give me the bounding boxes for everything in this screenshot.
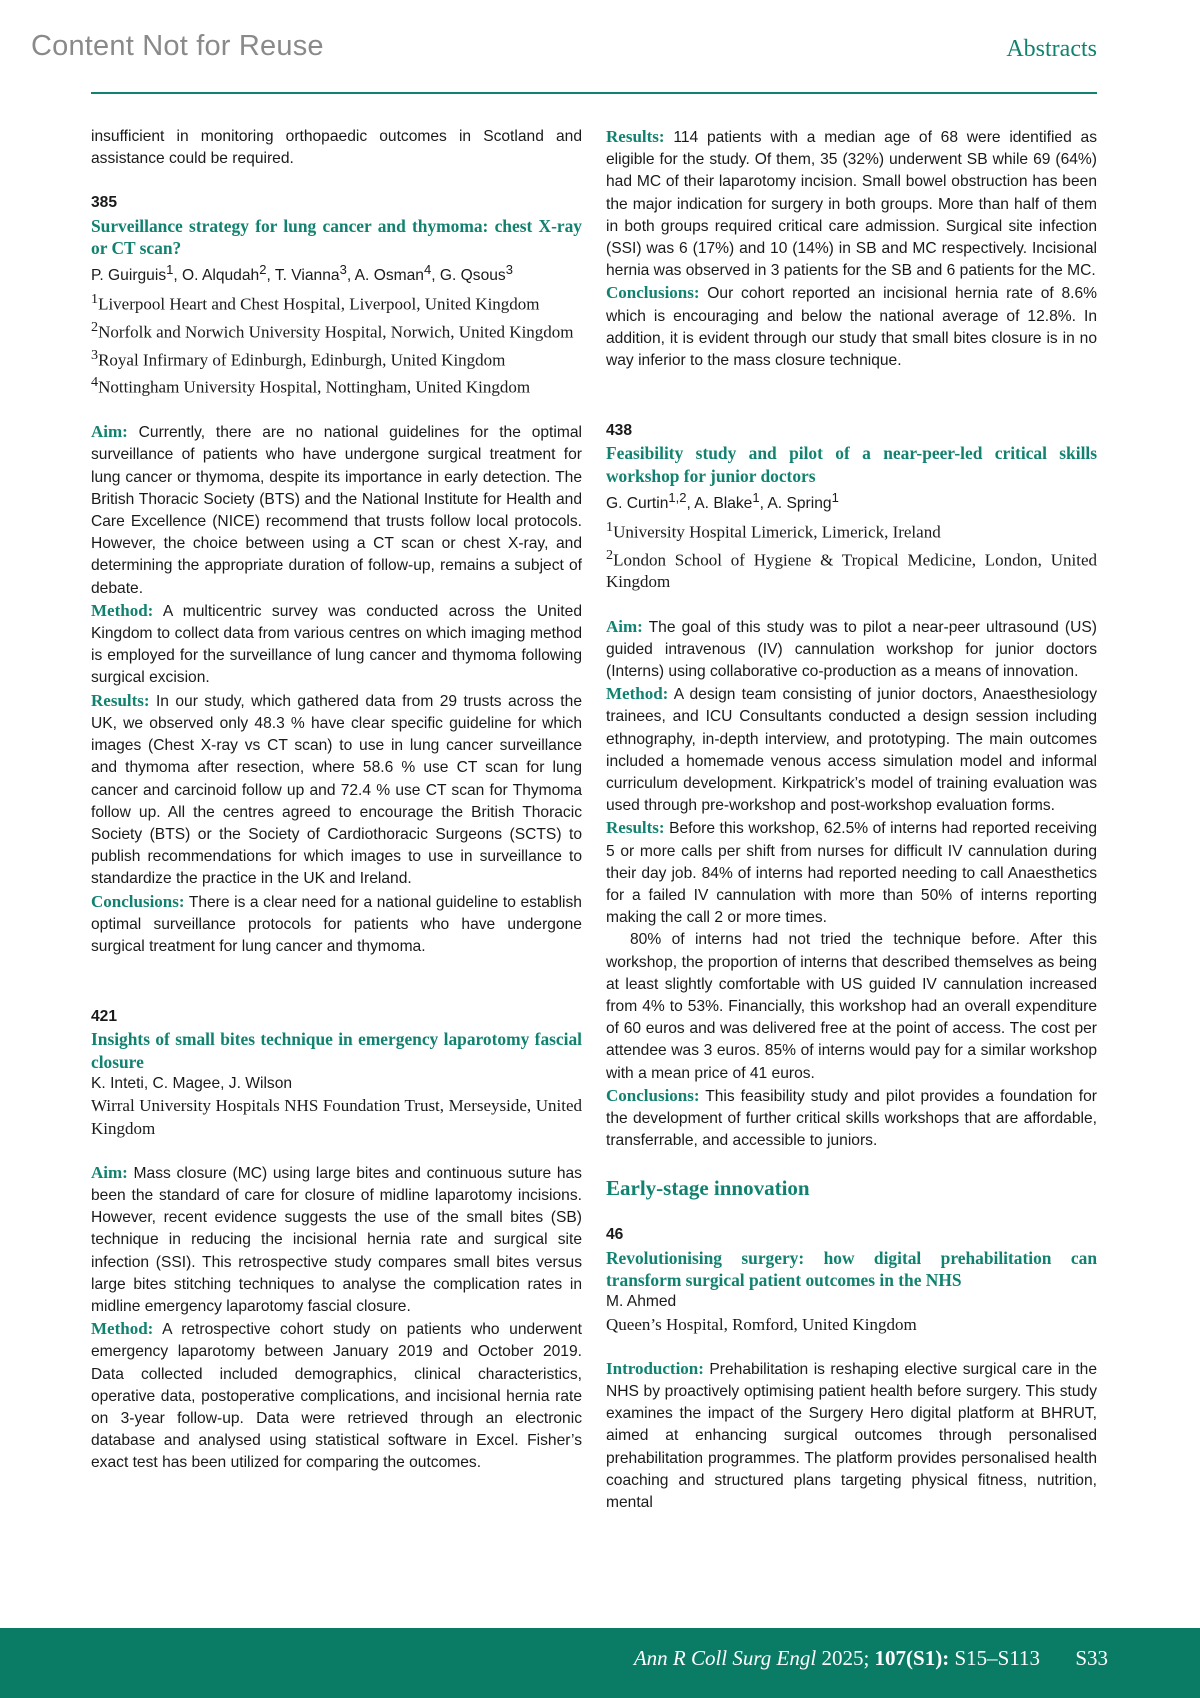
conclusions-paragraph: [91, 891, 582, 959]
aim-text: Currently, there are no national guidelines for the optimal surveillance of patients who have undergone surgical treatment for lung cancer or thymoma, despite its importance in early detection. The British Thoracic Society (BTS) and the National Institute for Health and Care Excellence (NICE) recommend that trusts follow local protocols. However, the choice between using a CT scan or chest X-ray, and determining the appropriate duration of follow-up, remains a subject of debate.: [91, 424, 582, 597]
affiliation-sup: 2: [91, 318, 99, 335]
affiliation: [91, 288, 582, 316]
journal-citation: [634, 1646, 1108, 1671]
author: G. Qsous: [439, 267, 506, 285]
abstract-438: [606, 420, 1097, 1152]
affiliation-text: London School of Hygiene & Tropical Medicine, London, United Kingdom: [606, 550, 1097, 592]
results-label: Results:: [606, 127, 665, 146]
author-list: K. Inteti, C. Magee, J. Wilson: [91, 1075, 293, 1093]
affiliation: Wirral University Hospitals NHS Foundation Trust, Merseyside, United Kingdom: [91, 1096, 582, 1138]
conclusions-label: Conclusions:: [91, 891, 185, 911]
results-label: Results:: [606, 818, 665, 838]
author: G. Curtin: [606, 495, 669, 513]
journal-name: Ann R Coll Surg Engl: [633, 1646, 817, 1670]
method-paragraph: [91, 600, 582, 690]
conclusions-text: There is a clear need for a national guideline to establish optimal surveillance protocols for patients who have undergone surgical treatment for lung cancer and thymoma.: [91, 893, 582, 955]
method-label: Method:: [91, 600, 154, 620]
results-label: Results:: [91, 690, 150, 710]
affiliation: [91, 344, 582, 372]
affiliation-text: Norfolk and Norwich University Hospital, Norwich, United Kingdom: [98, 322, 574, 342]
abstract-title: Feasibility study and pilot of a near-peer-led critical skills workshop for junior doctors: [606, 443, 1097, 486]
journal-volume: 107(S1):: [874, 1646, 950, 1670]
aim-label: Aim:: [91, 1162, 128, 1182]
aim-label: Aim:: [606, 616, 643, 636]
left-column: [91, 126, 582, 1475]
method-text: A retrospective cohort study on patients who underwent emergency laparotomy between January 2019 and October 2019. Data collected included demographics, clinical characteristics, operative data, postoperative complications, and incisional hernia rate on 3-year follow-up. Data were retrieved through an electronic database and analysed using statistical software in Excel. Fisher’s exact test has been utilized for comparing the outcomes.: [91, 1321, 582, 1472]
affiliation: Queen’s Hospital, Romford, United Kingdom: [606, 1314, 917, 1334]
introduction-label: Introduction:: [606, 1358, 704, 1378]
affiliation-text: Liverpool Heart and Chest Hospital, Liverpool, United Kingdom: [98, 294, 540, 314]
author-sup: 2: [259, 262, 267, 278]
results-continued-paragraph: 80% of interns had not tried the technique before. After this workshop, the proportion of interns that described themselves as being at least slightly comfortable with US guided IV cannulation increased from 4% to 53%. Financially, this workshop had an overall expenditure of 60 euros and was delivered free at the point of access. The cost per attendee was 3 euros. 85% of interns would pay for a similar workshop with a mean price of 41 euros.: [606, 931, 1097, 1082]
conclusions-label: Conclusions:: [606, 1085, 700, 1105]
affiliation: [91, 371, 582, 399]
abstract-title: Surveillance strategy for lung cancer and thymoma: chest X-ray or CT scan?: [91, 215, 582, 259]
page-number: S33: [1075, 1646, 1108, 1670]
author-sup: 1,2: [668, 490, 687, 506]
author: O. Alqudah: [182, 267, 260, 285]
journal-year: 2025;: [821, 1646, 870, 1670]
author-sup: 3: [339, 262, 347, 278]
affiliation: [91, 316, 582, 344]
author-sup: 1: [752, 490, 760, 506]
introduction-text: Prehabilitation is reshaping elective surgical care in the NHS by proactively optimising patient health before surgery. This study examines the impact of the Surgery Hero digital platform at BHRUT, aimed at enhancing surgical outcomes through personalised prehabilitation programmes. The platform provides personalised health coaching and structured plans targeting physical fitness, nutrition, mental: [606, 1360, 1097, 1512]
method-paragraph: [91, 1318, 582, 1474]
author: T. Vianna: [274, 267, 340, 285]
author-list: [91, 259, 582, 287]
author-sep: ,: [173, 267, 183, 285]
aim-text: Mass closure (MC) using large bites and continuous suture has been the standard of care for closure of midline laparotomy incisions. However, recent evidence suggests the use of the small bites (SB) technique in reducing the incisional hernia rate and surgical site infection (SSI). This retrospective study compares small bites versus large bites stitching techniques to analyse the complication rates in midline emergency laparotomy fascial closure.: [91, 1164, 582, 1315]
aim-text: The goal of this study was to pilot a near-peer ultrasound (US) guided intravenous (IV) cannulation workshop for junior doctors (Interns) using collaborative co-production as a means of innovation.: [606, 618, 1097, 680]
abstract-number: 385: [91, 194, 118, 212]
aim-label: Aim:: [91, 422, 128, 442]
author-list: M. Ahmed: [606, 1293, 677, 1311]
abstract-number: 46: [606, 1226, 624, 1244]
affiliation-text: Royal Infirmary of Edinburgh, Edinburgh, United Kingdom: [98, 350, 506, 370]
results-text: In our study, which gathered data from 29 trusts across the UK, we observed only 48.3 % have clear specific guideline for which images (Chest X-ray vs CT scan) to use in lung cancer surveillance and thymoma after resection, where 58.6 % use CT scan for lung cancer and carcinoid follow up and 72.4 % use CT scan for Thymoma follow up. All the centres agreed to encourage the British Thoracic Society (BTS) or the Society of Cardiothoracic Surgeons (SCTS) to publish recommendations for which images to use in surveillance to standardize the practice in the UK and Ireland.: [91, 692, 582, 888]
affiliation-sup: 4: [91, 374, 99, 391]
author-sep: ,: [346, 267, 355, 285]
author: A. Spring: [767, 495, 832, 513]
abstract-46: [606, 1224, 1097, 1514]
author: A. Osman: [354, 267, 424, 285]
author-sup: 1: [831, 490, 839, 506]
conclusions-text: This feasibility study and pilot provides a foundation for the development of further critical skills workshops that are affordable, transferrable, and accessible to juniors.: [606, 1087, 1098, 1150]
method-label: Method:: [606, 684, 669, 704]
aim-paragraph: [91, 1162, 582, 1318]
results-text: 114 patients with a median age of 68 were identified as eligible for the study. Of them, 35 (32%) underwent SB while 69 (64%) had MC of their laparotomy incision. Small bowel obstruction has been the major indication for surgery in both groups. More than half of them in both groups required critical care admission. Surgical site infection (SSI) was 6 (17%) and 10 (14%) in SB and MC respectively. Incisional hernia was observed in 3 patients for the SB and 6 patients for the MC.: [606, 129, 1097, 280]
affiliation-sup: 2: [606, 546, 614, 563]
author-sup: 1: [166, 262, 174, 278]
conclusions-paragraph: [606, 282, 1097, 372]
author-sep: ,: [686, 495, 695, 513]
author-sep: ,: [266, 267, 275, 285]
journal-pages: S15–S113: [954, 1646, 1041, 1670]
author-sup: 4: [423, 262, 432, 278]
results-text: Before this workshop, 62.5% of interns had reported receiving 5 or more calls per shift from nurses for difficult IV cannulation during their day job. 84% of interns had reported needing to call Anaesthetics for a failed IV cannulation with more than 50% of interns reporting making the call 2 or more times.: [606, 820, 1097, 927]
abstract-number: 438: [606, 422, 633, 440]
affiliation-sup: 1: [91, 290, 99, 307]
section-label: Abstracts: [1006, 36, 1097, 62]
right-column: [606, 126, 1097, 1514]
results-paragraph: [606, 817, 1097, 929]
conclusions-paragraph: [606, 1085, 1097, 1153]
abstract-number: 421: [91, 1008, 118, 1026]
method-label: Method:: [91, 1319, 154, 1339]
aim-paragraph: [606, 616, 1097, 684]
introduction-paragraph: [606, 1358, 1097, 1514]
aim-paragraph: [91, 421, 582, 600]
conclusions-text: Our cohort reported an incisional hernia rate of 8.6% which is encouraging and below the national average of 12.8%. In addition, it is evident through our study that small bites closure is in no way inferior to the mass closure technique.: [606, 285, 1097, 370]
affiliation: [606, 516, 1097, 544]
author-sup: 3: [505, 262, 513, 278]
author-list: [606, 487, 1097, 515]
affiliation: [606, 544, 1097, 594]
section-heading: Early-stage innovation: [606, 1176, 810, 1201]
author: A. Blake: [694, 495, 753, 513]
abstract-421: [91, 1006, 582, 1474]
abstract-title: Insights of small bites technique in emergency laparotomy fascial closure: [91, 1029, 582, 1072]
author-sep: ,: [759, 495, 768, 513]
header-rule: [91, 92, 1097, 94]
affiliation-sup: 1: [606, 518, 614, 535]
watermark-text: Content Not for Reuse: [31, 30, 324, 62]
method-paragraph: [606, 683, 1097, 817]
affiliation-text: Nottingham University Hospital, Nottingham, United Kingdom: [98, 378, 531, 398]
affiliation-text: University Hospital Limerick, Limerick, Ireland: [613, 522, 941, 542]
conclusions-label: Conclusions:: [606, 283, 700, 303]
method-text: A design team consisting of junior doctors, Anaesthesiology trainees, and ICU Consultants conducted a design session including ethnography, in-depth interview, and prototyping. The main outcomes included a homemade venous access simulation model and informal curriculum development. Kirkpatrick’s model of training evaluation was used through pre-workshop and post-workshop evaluation forms.: [606, 686, 1097, 815]
author: P. Guirguis: [91, 267, 167, 285]
affiliation-sup: 3: [91, 346, 99, 363]
abstract-385: [91, 192, 582, 958]
results-paragraph: [91, 690, 582, 891]
continued-paragraph: insufficient in monitoring orthopaedic outcomes in Scotland and assistance could be required.: [91, 128, 582, 168]
results-paragraph: [606, 126, 1097, 282]
abstract-title: Revolutionising surgery: how digital prehabilitation can transform surgical patient outcomes in the NHS: [606, 1247, 1097, 1291]
author-sep: ,: [431, 267, 440, 285]
method-text: A multicentric survey was conducted across the United Kingdom to collect data from various centres on which imaging method is employed for the surveillance of lung cancer and thymoma following surgical excision.: [91, 602, 582, 687]
abstract-421-continued: [606, 126, 1097, 372]
